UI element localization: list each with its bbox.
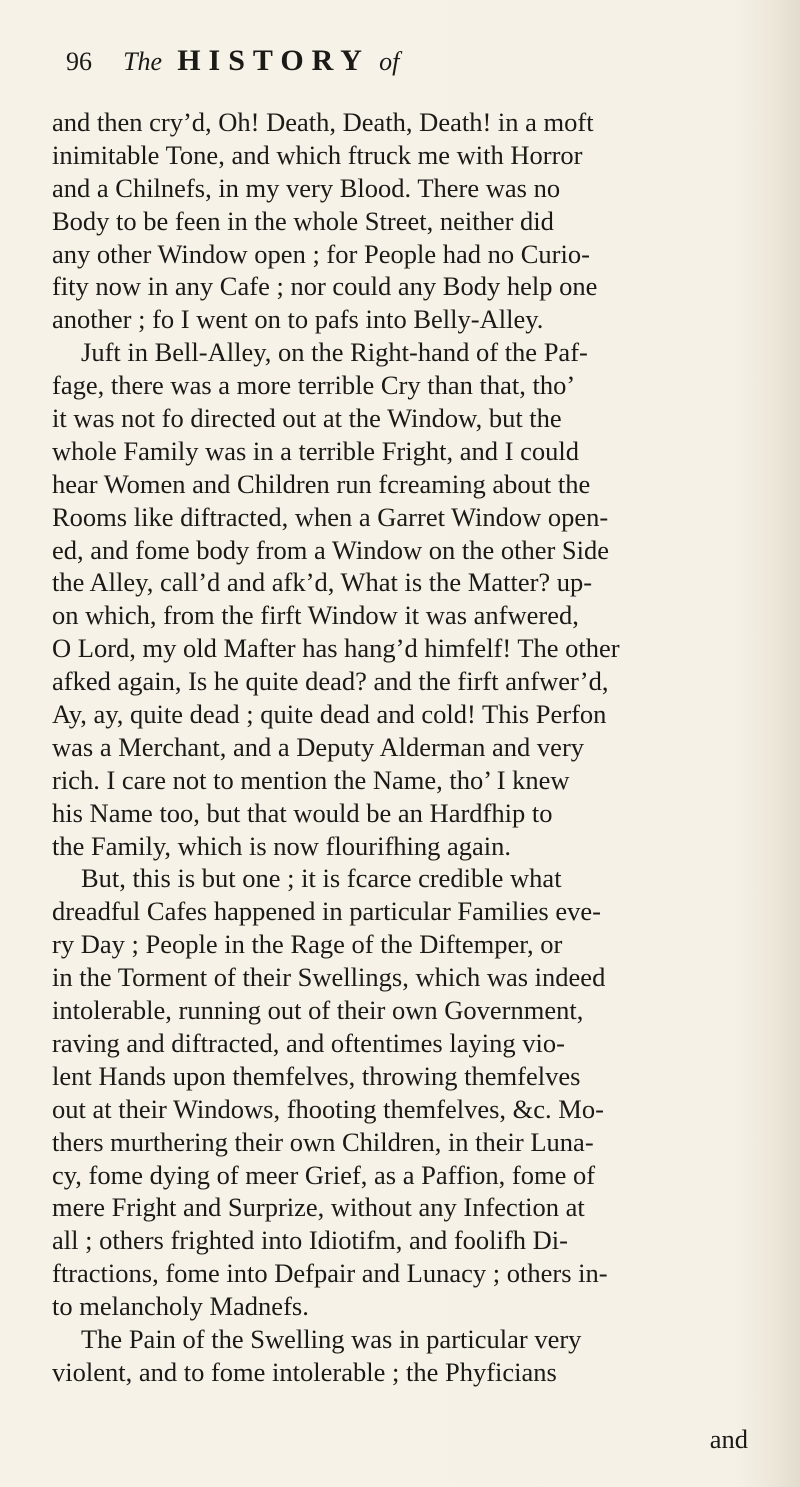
text-line: raving and diftracted, and oftentimes laying vio-: [52, 1027, 565, 1058]
body-text: [52, 71, 764, 1389]
text-line: on which, from the firft Window it was anfwered,: [52, 600, 579, 631]
text-line: the Family, which is now flourifhing again.: [52, 830, 512, 861]
text-line: to melancholy Madnefs.: [52, 1291, 309, 1322]
text-line: intolerable, running out of their own Government,: [52, 995, 584, 1026]
text-line: O Lord, my old Mafter has hang’d himfelf! The other: [52, 633, 620, 664]
page-number: 96: [66, 47, 92, 76]
text-line: cy, fome dying of meer Grief, as a Paffion, fome of: [52, 1159, 596, 1190]
text-line: dreadful Cafes happened in particular Families eve-: [52, 896, 601, 927]
text-line: was a Merchant, and a Deputy Alderman and very: [52, 731, 585, 762]
running-title-preposition: of: [379, 47, 400, 76]
catchword: and: [709, 1424, 748, 1454]
running-title-article: The: [123, 47, 163, 76]
text-line: another ; fo I went on to pafs into Belly-Alley.: [52, 304, 544, 335]
text-line: inimitable Tone, and which ftruck me with Horror: [52, 139, 583, 170]
text-line: any other Window open ; for People had no Curio-: [52, 238, 590, 269]
text-line: and then cry’d, Oh! Death, Death, Death! in a moft: [52, 107, 594, 137]
text-line: thers murthering their own Children, in their Luna-: [52, 1126, 594, 1157]
text-line: fity now in any Cafe ; nor could any Body help one: [52, 271, 598, 302]
text-line: ftractions, fome into Defpair and Lunacy ; others in-: [52, 1258, 608, 1289]
text-line: rich. I care not to mention the Name, tho’ I knew: [52, 764, 570, 795]
text-line: in the Torment of their Swellings, which was indeed: [52, 962, 606, 993]
text-line: it was not fo directed out at the Window, but the: [52, 403, 562, 434]
text-line: whole Family was in a terrible Fright, and I could: [52, 435, 579, 466]
text-line: ry Day ; People in the Rage of the Diftemper, or: [52, 929, 563, 960]
text-line: mere Fright and Surprize, without any Infection at: [52, 1192, 585, 1223]
text-line: all ; others frighted into Idiotifm, and foolifh Di-: [52, 1225, 568, 1256]
text-line: Juft in Bell-Alley, on the Right-hand of the Paf-: [81, 337, 588, 368]
text-line: The Pain of the Swelling was in particular very: [81, 1323, 582, 1354]
text-line: ed, and fome body from a Window on the other Side: [52, 534, 610, 565]
text-line: his Name too, but that would be an Hardfhip to: [52, 797, 553, 828]
text-line: Body to be feen in the whole Street, neither did: [52, 205, 554, 236]
text-line: out at their Windows, fhooting themfelves, &c. Mo-: [52, 1093, 604, 1124]
text-line: afked again, Is he quite dead? and the firft anfwer’d,: [52, 666, 609, 697]
text-line: Ay, ay, quite dead ; quite dead and cold! This Perfon: [52, 699, 607, 730]
text-line: and a Chilnefs, in my very Blood. There was no: [52, 172, 561, 203]
text-line: violent, and to fome intolerable ; the Phyficians: [52, 1356, 557, 1387]
text-line: fage, there was a more terrible Cry than that, tho’: [52, 370, 576, 401]
text-line: Rooms like diftracted, when a Garret Window open-: [52, 501, 609, 532]
text-line: hear Women and Children run fcreaming about the: [52, 468, 591, 499]
text-line: lent Hands upon themfelves, throwing themfelves: [52, 1060, 581, 1091]
running-title: HISTORY: [177, 44, 370, 77]
text-line: But, this is but one ; it is fcarce credible what: [81, 863, 562, 894]
text-line: the Alley, call’d and afk’d, What is the Matter? up-: [52, 567, 593, 598]
